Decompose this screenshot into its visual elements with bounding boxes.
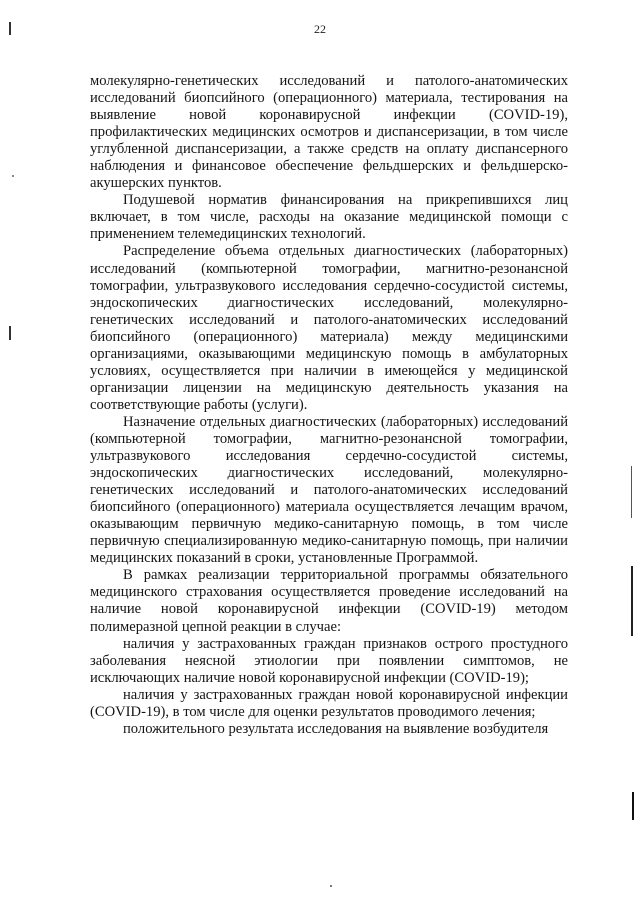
scan-speck (330, 885, 332, 887)
paragraph-continuation: молекулярно-генетических исследований и патолого-анатомических исследований биопсийного (операционного) материала, тестирования на выявление новой коронавирусной инфекции (COVID-19), профилактических медицинских осмотров и диспансеризации, в том числе углубленной диспансеризации, а также средств на оплату диспансерного наблюдения и финансовое обеспечение фельдшерских и фельдшерско-акушерских пунктов. (90, 73, 568, 192)
paragraph-condition-positive-result: положительного результата исследования на выявление возбудителя (123, 720, 549, 737)
paragraph-diagnostic-prescription: Назначение отдельных диагностических (лабораторных) исследований (компьютерной томографии, магнитно-резонансной томографии, ультразвукового исследования сердечно-сосудистой системы, эндоскопических диагностических исследований, молекулярно-генетических исследований и патолого-анатомических исследований биопсийного (операционного) материала осуществляется лечащим врачом, оказывающим первичную медико-санитарную помощь, в том числе первичную специализированную медико-санитарную помощь, при наличии медицинских показаний в сроки, установленные Программой. (90, 413, 568, 567)
scan-edge-mark (9, 22, 11, 35)
paragraph-diagnostic-distribution: Распределение объема отдельных диагностических (лабораторных) исследований (компьютерной томографии, магнитно-резонансной томографии, ультразвукового исследования сердечно-сосудистой системы, эндоскопических диагностических исследований, молекулярно-генетических исследований и патолого-анатомических исследований биопсийного (операционного) материала) между медицинскими организациями, оказывающими медицинскую помощь в амбулаторных условиях, осуществляется при наличии в имеющейся у медицинской организации лицензии на медицинскую деятельность указания на соответствующие работы (услуги). (90, 243, 568, 413)
scan-edge-mark (631, 566, 633, 636)
scan-edge-mark (632, 792, 634, 820)
paragraph-condition-infection: наличия у застрахованных граждан новой коронавирусной инфекции (COVID-19), в том числе для оценки результатов проводимого лечения; (90, 686, 568, 720)
paragraph-condition-symptoms: наличия у застрахованных граждан признаков острого простудного заболевания неясной этиологии при появлении симптомов, не исключающих наличие новой коронавирусной инфекции (COVID-19); (90, 635, 568, 686)
document-body (90, 73, 568, 738)
paragraph-pcr-testing: В рамках реализации территориальной программы обязательного медицинского страхования осуществляется проведение исследований на наличие новой коронавирусной инфекции (COVID-19) методом полимеразной цепной реакции в случае: (90, 567, 568, 635)
scan-speck (12, 175, 14, 177)
scan-edge-mark (631, 466, 632, 518)
scan-edge-mark (9, 326, 11, 340)
paragraph-per-capita-norm: Подушевой норматив финансирования на прикрепившихся лиц включает, в том числе, расходы на оказание медицинской помощи с применением телемедицинских технологий. (90, 192, 568, 243)
page-number: 22 (314, 22, 326, 36)
